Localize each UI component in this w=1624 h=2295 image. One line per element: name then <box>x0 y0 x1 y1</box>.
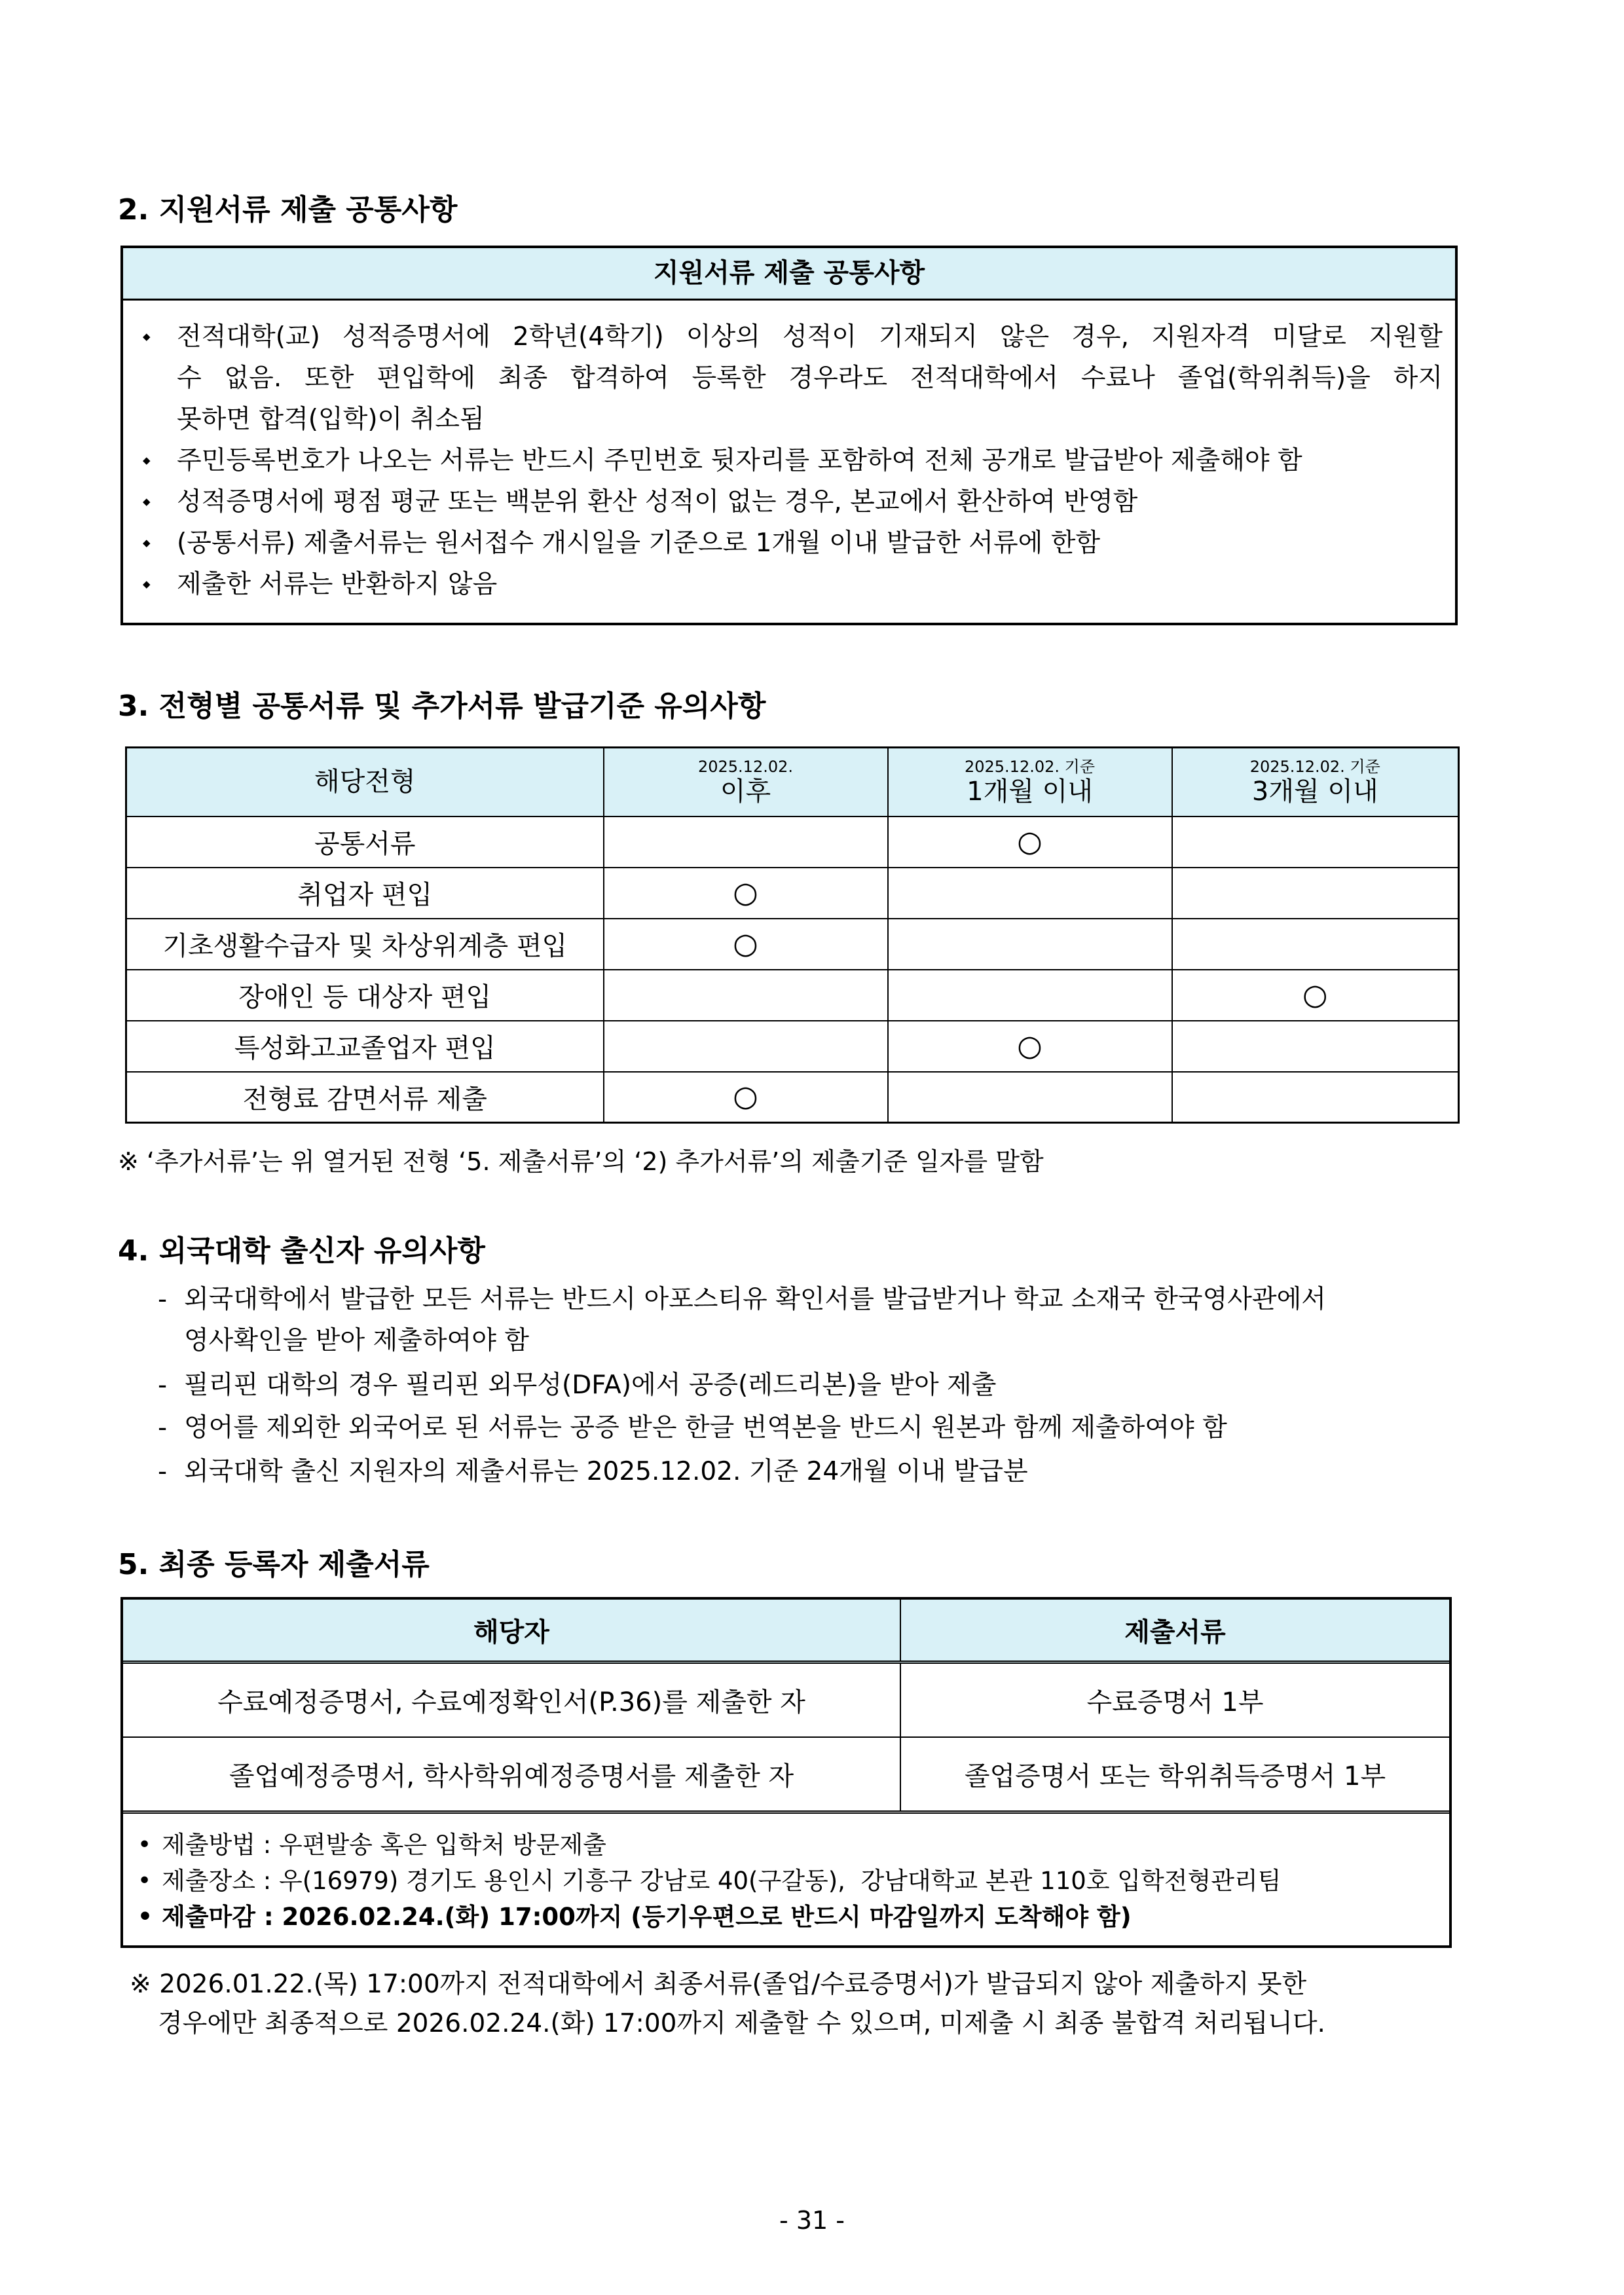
check-mark-cell: ○ <box>1172 970 1459 1021</box>
list-item-line: ◆ (공통서류) 제출서류는 원서접수 개시일을 기준으로 1개월 이내 발급한 서류에 한함 <box>177 528 1101 558</box>
list-item-line: ◆ 성적증명서에 평점 평균 또는 백분위 환산 성적이 없는 경우, 본교에서 환산하여 반영함 <box>177 487 1138 517</box>
section-5-heading: 5. 최종 등록자 제출서류 <box>118 1548 430 1581</box>
list-item-line: ◆ 전적대학(교) 성적증명서에 2학년(4학기) 이상의 성적이 기재되지 않은 경우, 지원자격 미달로 지원할 <box>177 322 1443 352</box>
section-3-heading: 3. 전형별 공통서류 및 추가서류 발급기준 유의사항 <box>118 689 766 723</box>
applicant-cell: 졸업예정증명서, 학사학위예정증명서를 제출한 자 <box>123 1738 901 1810</box>
list-item-line: 외국대학에서 발급한 모든 서류는 반드시 아포스티유 확인서를 발급받거나 학교 소재국 한국영사관에서 <box>184 1285 1326 1314</box>
list-item <box>123 564 1443 605</box>
table-header-row <box>126 748 1459 817</box>
check-mark-cell: ○ <box>604 868 888 919</box>
admission-type-cell: 취업자 편입 <box>126 868 604 919</box>
check-mark-cell: ○ <box>604 1072 888 1123</box>
table-row <box>126 919 1459 970</box>
list-item <box>123 481 1443 523</box>
common-submission-box <box>120 246 1458 625</box>
final-registrant-documents-table <box>120 1597 1452 1948</box>
documents-cell: 수료증명서 1부 <box>1086 1687 1264 1717</box>
check-mark-cell <box>1172 1072 1459 1123</box>
table-header-row <box>123 1600 1449 1664</box>
list-item-line: 외국대학 출신 지원자의 제출서류는 2025.12.02. 기준 24개월 이내 발급분 <box>184 1457 1028 1486</box>
dash-marker: - <box>158 1285 168 1314</box>
column-header-within-1-month: 2025.12.02. 기준 1개월 이내 <box>888 748 1172 817</box>
list-item-line: 필리핀 대학의 경우 필리핀 외무성(DFA)에서 공증(레드리본)을 받아 제출 <box>184 1370 997 1400</box>
list-item-line: 영사확인을 받아 제출하여야 함 <box>184 1326 529 1355</box>
table-row <box>126 817 1459 868</box>
dash-marker: - <box>158 1370 168 1400</box>
check-mark-cell <box>604 817 888 868</box>
common-submission-list <box>123 301 1455 605</box>
submission-location-note: • 제출장소 : 우(16979) 경기도 용인시 기흥구 강남로 40(구갈동), 강남대학교 본관 110호 입학전형관리팀 <box>123 1863 1449 1899</box>
page-number: - 31 - <box>779 2206 845 2235</box>
check-mark-cell <box>888 970 1172 1021</box>
admission-type-cell: 기초생활수급자 및 차상위계층 편입 <box>126 919 604 970</box>
list-item <box>158 1451 1507 1492</box>
table-row <box>126 1021 1459 1072</box>
admission-type-cell: 공통서류 <box>126 817 604 868</box>
submission-notes <box>123 1814 1449 1935</box>
column-header-documents: 제출서류 <box>1124 1617 1226 1647</box>
check-mark-cell <box>1172 1021 1459 1072</box>
list-item <box>123 316 1443 440</box>
check-mark-cell: ○ <box>888 1021 1172 1072</box>
check-mark-cell: ○ <box>604 919 888 970</box>
list-item-line: 수 없음. 또한 편입학에 최종 합격하여 등록한 경우라도 전적대학에서 수료나 졸업(학위취득)을 하지 <box>177 363 1443 393</box>
list-item-line: ◆ 주민등록번호가 나오는 서류는 반드시 주민번호 뒷자리를 포함하여 전체 공개로 발급받아 제출해야 함 <box>177 446 1302 475</box>
applicant-cell: 수료예정증명서, 수료예정확인서(P.36)를 제출한 자 <box>123 1664 901 1736</box>
list-item <box>123 440 1443 481</box>
column-header-applicant: 해당자 <box>123 1600 901 1661</box>
section-2-heading: 2. 지원서류 제출 공통사항 <box>118 193 458 227</box>
list-item <box>158 1407 1507 1448</box>
admission-type-cell: 전형료 감면서류 제출 <box>126 1072 604 1123</box>
table-row <box>123 1738 1449 1814</box>
check-mark-cell <box>1172 919 1459 970</box>
footnote-line: ※ 2026.01.22.(목) 17:00까지 전적대학에서 최종서류(졸업/수료증명서)가 발급되지 않아 제출하지 못한 <box>130 1970 1307 1999</box>
dash-marker: - <box>158 1413 168 1442</box>
column-header-within-3-months: 2025.12.02. 기준 3개월 이내 <box>1172 748 1459 817</box>
check-mark-cell <box>1172 817 1459 868</box>
submission-deadline-note: • 제출마감 : 2026.02.24.(화) 17:00까지 (등기우편으로 반드시 마감일까지 도착해야 함) <box>123 1899 1449 1935</box>
list-item <box>123 523 1443 564</box>
common-submission-box-title: 지원서류 제출 공통사항 <box>123 248 1455 301</box>
table-row <box>126 970 1459 1021</box>
check-mark-cell <box>604 970 888 1021</box>
check-mark-cell <box>888 1072 1172 1123</box>
table-row <box>126 868 1459 919</box>
check-mark-cell <box>604 1021 888 1072</box>
list-item <box>158 1279 1507 1361</box>
check-mark-cell: ○ <box>888 817 1172 868</box>
issuance-criteria-table <box>125 746 1460 1124</box>
check-mark-cell <box>888 919 1172 970</box>
admission-type-cell: 특성화고교졸업자 편입 <box>126 1021 604 1072</box>
column-header-after-date: 2025.12.02. 이후 <box>604 748 888 817</box>
list-item <box>158 1365 1507 1406</box>
section-4-heading: 4. 외국대학 출신자 유의사항 <box>118 1234 485 1268</box>
dash-marker: - <box>158 1457 168 1486</box>
list-item-line: 못하면 합격(입학)이 취소됨 <box>177 405 485 434</box>
table-row <box>126 1072 1459 1123</box>
check-mark-cell <box>888 868 1172 919</box>
documents-cell: 졸업증명서 또는 학위취득증명서 1부 <box>964 1761 1386 1791</box>
footnote-line: 경우에만 최종적으로 2026.02.24.(화) 17:00까지 제출할 수 있으며, 미제출 시 최종 불합격 처리됩니다. <box>158 2009 1325 2038</box>
check-mark-cell <box>1172 868 1459 919</box>
admission-type-cell: 장애인 등 대상자 편입 <box>126 970 604 1021</box>
additional-documents-note: ※ ‘추가서류’는 위 열거된 전형 ‘5. 제출서류’의 ‘2) 추가서류’의 제출기준 일자를 말함 <box>118 1147 1044 1176</box>
list-item-line: ◆ 제출한 서류는 반환하지 않음 <box>177 570 498 599</box>
column-header-admission-type: 해당전형 <box>126 748 604 817</box>
table-row <box>123 1664 1449 1738</box>
submission-method-note: • 제출방법 : 우편발송 혹은 입학처 방문제출 <box>123 1827 1449 1863</box>
list-item-line: 영어를 제외한 외국어로 된 서류는 공증 받은 한글 번역본을 반드시 원본과 함께 제출하여야 함 <box>184 1413 1227 1442</box>
